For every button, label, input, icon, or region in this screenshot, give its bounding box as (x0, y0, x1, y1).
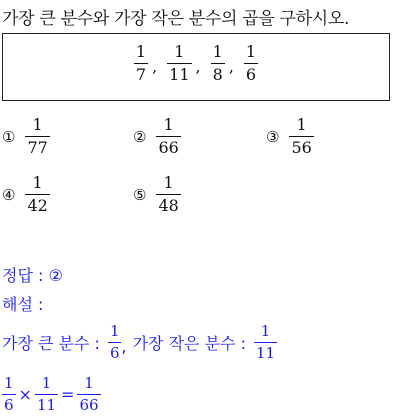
choice-1[interactable] (2, 117, 50, 156)
numerator: 1 (163, 173, 174, 192)
largest-label: 가장 큰 분수 : (2, 334, 100, 353)
given-fraction-2 (167, 44, 191, 83)
choice-fraction (25, 175, 49, 214)
denominator: 6 (245, 65, 257, 84)
choice-number: ④ (2, 185, 16, 204)
calc-result-fraction (77, 376, 100, 413)
equals-sign: = (61, 385, 75, 404)
answer-line (2, 263, 63, 286)
explanation-line-largest-smallest (2, 324, 277, 361)
numerator: 1 (260, 322, 271, 340)
numerator: 1 (32, 173, 43, 192)
explanation-label: 해설 : (2, 295, 44, 314)
given-fraction-1 (134, 44, 148, 83)
answer-value: ② (48, 266, 63, 285)
choice-number: ① (2, 127, 16, 146)
choice-fraction (156, 117, 180, 156)
choice-2[interactable] (133, 117, 181, 156)
question-text: 가장 큰 분수와 가장 작은 분수의 곱을 구하시오. (2, 9, 350, 29)
numerator: 1 (41, 374, 52, 392)
fraction-bar (211, 63, 225, 64)
comma-separator: , (228, 57, 234, 76)
numerator: 1 (174, 42, 185, 61)
denominator: 77 (27, 138, 48, 157)
denominator: 56 (291, 138, 312, 157)
denominator: 8 (212, 65, 223, 84)
denominator: 6 (109, 344, 120, 362)
denominator: 6 (4, 396, 14, 414)
denominator: 11 (255, 344, 276, 362)
fraction-bar (25, 194, 49, 195)
comma-separator: , (152, 57, 158, 76)
numerator: 1 (245, 42, 257, 61)
choice-fraction (25, 117, 49, 156)
fraction-bar (25, 136, 49, 137)
numerator: 1 (212, 42, 223, 61)
numerator: 1 (4, 374, 14, 392)
times-sign: × (18, 385, 32, 404)
numerator: 1 (32, 115, 43, 134)
fraction-bar (156, 136, 180, 137)
denominator: 42 (27, 196, 48, 215)
denominator: 11 (36, 396, 57, 414)
choice-fraction (156, 175, 180, 214)
largest-fraction (108, 324, 122, 361)
fraction-bar (289, 136, 313, 137)
denominator: 66 (79, 396, 99, 414)
fraction-bar (108, 342, 122, 343)
denominator: 66 (158, 138, 179, 157)
choice-number: ③ (266, 127, 280, 146)
numerator: 1 (84, 374, 94, 392)
fraction-bar (156, 194, 180, 195)
numerator: 1 (296, 115, 307, 134)
choice-5[interactable] (133, 175, 181, 214)
smallest-label: 가장 작은 분수 : (132, 334, 246, 353)
comma-separator: , (195, 57, 201, 76)
fraction-bar (167, 63, 191, 64)
fraction-bar (77, 394, 100, 395)
choice-4[interactable] (2, 175, 50, 214)
numerator: 1 (109, 322, 120, 340)
fraction-bar (35, 394, 58, 395)
given-fractions-box (2, 33, 390, 101)
numerator: 1 (163, 115, 174, 134)
fraction-bar (254, 342, 277, 343)
denominator: 11 (169, 65, 190, 84)
calc-fraction-a (2, 376, 16, 413)
comma: , (121, 337, 127, 356)
fraction-bar (244, 63, 258, 64)
choice-number: ⑤ (133, 185, 147, 204)
explanation-calculation (2, 376, 101, 413)
choice-number: ② (133, 127, 147, 146)
choice-3[interactable] (266, 117, 314, 156)
choice-fraction (289, 117, 313, 156)
denominator: 7 (135, 65, 147, 84)
smallest-fraction (254, 324, 277, 361)
fraction-bar (134, 63, 148, 64)
given-fraction-4 (244, 44, 258, 83)
denominator: 48 (158, 196, 179, 215)
numerator: 1 (135, 42, 147, 61)
given-fraction-3 (211, 44, 225, 83)
fraction-bar (2, 394, 16, 395)
answer-label: 정답 : (2, 266, 44, 285)
calc-fraction-b (35, 376, 58, 413)
